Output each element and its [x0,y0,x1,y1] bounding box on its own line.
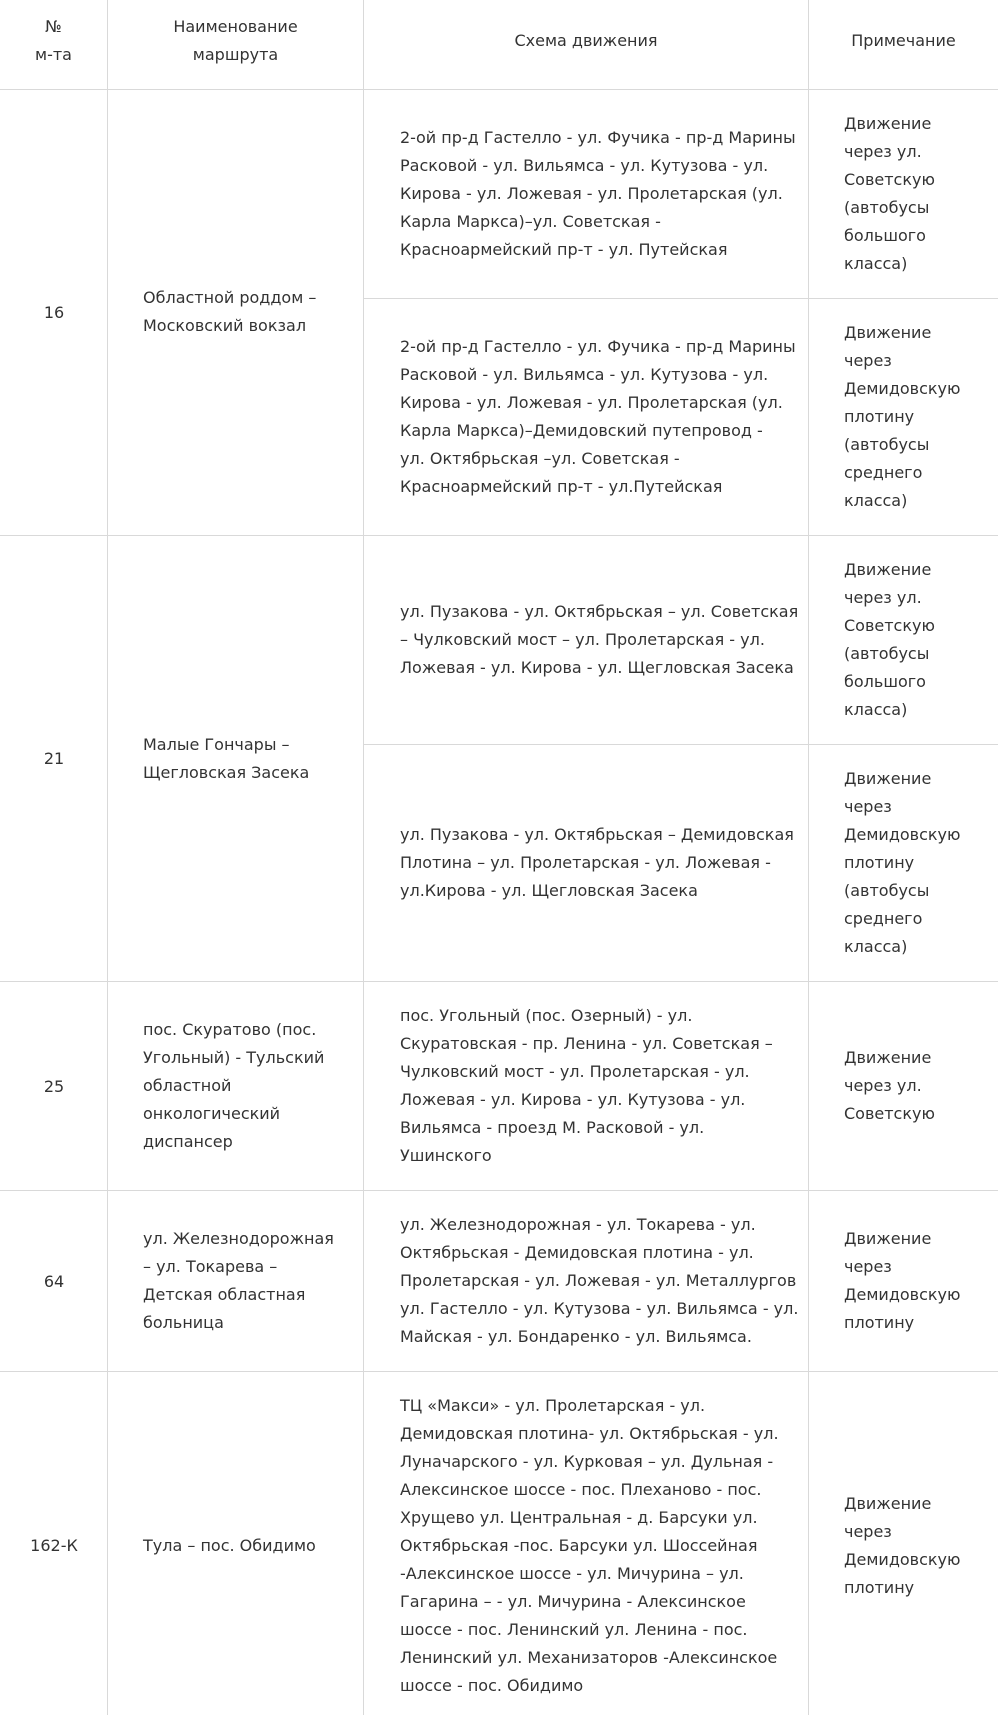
route-scheme: ул. Пузакова - ул. Октябрьская – Демидовская Плотина – ул. Пролетарская - ул. Ложевая - ул.Кирова - ул. Щегловская Засека [400,825,794,900]
header-note: Примечание [851,31,956,50]
route-note: Движение через Демидовскую плотину [844,1494,961,1597]
route-name: ул. Железнодорожная – ул. Токарева – Детская областная больница [143,1229,334,1332]
header-number: № м-та [35,17,72,64]
header-scheme: Схема движения [514,31,658,50]
route-number: 21 [43,749,65,768]
route-number: 25 [43,1077,65,1096]
route-note: Движение через ул. Советскую [844,1048,935,1123]
header-route-name: Наименование маршрута [173,17,298,64]
route-scheme: ул. Пузакова - ул. Октябрьская – ул. Советская – Чулковский мост – ул. Пролетарская - ул. Ложевая - ул. Кирова - ул. Щегловская Засека [400,602,799,677]
route-number: 162-К [30,1536,78,1555]
column-divider [363,0,364,1715]
row-divider [0,1371,998,1372]
route-note: Движение через Демидовскую плотину (автобусы среднего класса) [844,769,961,956]
route-note: Движение через Демидовскую плотину (автобусы среднего класса) [844,323,961,510]
route-note: Движение через ул. Советскую (автобусы большого класса) [844,114,935,273]
route-number: 16 [43,303,65,322]
row-divider [0,89,998,90]
route-name: Областной роддом – Московский вокзал [143,288,317,335]
route-scheme: ТЦ «Макси» - ул. Пролетарская - ул. Демидовская плотина- ул. Октябрьская - ул. Луначарского - ул. Курковая – ул. Дульная - Алексинское шоссе - пос. Плеханово - пос. Хрущево ул. Центральная - д. Барсуки ул. Октябрьская -пос. Барсуки ул. Шоссейная -Алексинское шоссе - ул. Мичурина – ул. Гагарина – - ул. Мичурина - Алексинское шоссе - пос. Ленинский ул. Ленина - пос. Ленинский ул. Механизаторов -Алексинское шоссе - пос. Обидимо [400,1396,779,1695]
column-divider [808,0,809,1715]
column-divider [107,0,108,1715]
route-scheme: пос. Угольный (пос. Озерный) - ул. Скуратовская - пр. Ленина - ул. Советская – Чулковский мост - ул. Пролетарская - ул. Ложевая - ул. Кирова - ул. Кутузова - ул. Вильямса - проезд М. Расковой - ул. Ушинского [400,1006,773,1165]
route-name: Малые Гончары – Щегловская Засека [143,735,310,782]
row-divider [0,1190,998,1191]
row-divider [0,535,998,536]
route-name: Тула – пос. Обидимо [143,1536,316,1555]
route-scheme: 2-ой пр-д Гастелло - ул. Фучика - пр-д Марины Расковой - ул. Вильямса - ул. Кутузова - ул. Кирова - ул. Ложевая - ул. Пролетарская (ул. Карла Маркса)–ул. Советская - Красноармейский пр-т - ул. Путейская [400,128,796,259]
route-note: Движение через Демидовскую плотину [844,1229,961,1332]
route-number: 64 [43,1272,65,1291]
row-divider [0,981,998,982]
route-scheme: 2-ой пр-д Гастелло - ул. Фучика - пр-д Марины Расковой - ул. Вильямса - ул. Кутузова - ул. Кирова - ул. Ложевая - ул. Пролетарская (ул. Карла Маркса)–Демидовский путепровод - ул. Октябрьская –ул. Советская - Красноармейский пр-т - ул.Путейская [400,337,796,496]
row-divider [364,744,998,745]
row-divider [364,298,998,299]
route-scheme: ул. Железнодорожная - ул. Токарева - ул. Октябрьская - Демидовская плотина - ул. Пролетарская - ул. Ложевая - ул. Металлургов ул. Гастелло - ул. Кутузова - ул. Вильямса - ул. Майская - ул. Бондаренко - ул. Вильямса. [400,1215,799,1346]
route-note: Движение через ул. Советскую (автобусы большого класса) [844,560,935,719]
route-name: пос. Скуратово (пос. Угольный) - Тульский областной онкологический диспансер [143,1020,325,1151]
